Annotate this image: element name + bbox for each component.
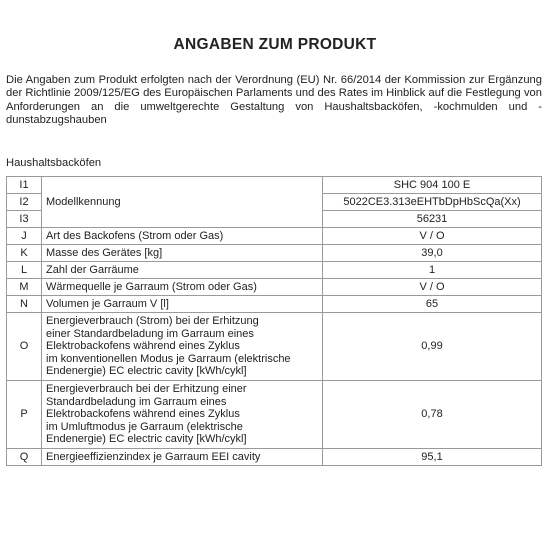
description-line: Elektrobackofens während eines Zyklus [46, 408, 240, 421]
row-value: 65 [323, 296, 542, 313]
row-description [42, 313, 323, 381]
row-description: Energieeffizienzindex je Garraum EEI cavity [42, 448, 323, 465]
description-line: Energieverbrauch bei der Erhitzung einer [46, 382, 247, 395]
row-description: Art des Backofens (Strom oder Gas) [42, 228, 323, 245]
table-row [7, 448, 542, 465]
description-line: Energieverbrauch (Strom) bei der Erhitzung [46, 315, 259, 327]
row-code: I3 [7, 211, 42, 228]
table-row [7, 380, 542, 448]
section-title: Haushaltsbacköfen [6, 157, 102, 169]
description-line: einer Standardbeladung im Garraum eines [46, 327, 254, 340]
row-value: 1 [323, 262, 542, 279]
row-code: I1 [7, 177, 42, 194]
description-line: Standardbeladung im Garraum eines [46, 395, 227, 408]
row-value: 0,78 [323, 380, 542, 448]
row-value: SHC 904 100 E [323, 177, 542, 194]
row-value: 5022CE3.313eEHTbDpHbScQa(Xx) [323, 194, 542, 211]
row-code: N [7, 296, 42, 313]
description-line: im Umluftmodus je Garraum (elektrische [46, 420, 243, 433]
description-line: Endenergie) EC electric cavity [kWh/cykl] [46, 365, 247, 378]
row-code: P [7, 380, 42, 448]
row-code: L [7, 262, 42, 279]
table-row [7, 177, 542, 194]
product-table [6, 176, 542, 466]
table-row [7, 296, 542, 313]
row-value: 39,0 [323, 245, 542, 262]
row-code: Q [7, 448, 42, 465]
table-row [7, 313, 542, 381]
page-title: ANGABEN ZUM PRODUKT [173, 36, 377, 53]
row-description: Modellkennung [42, 177, 323, 228]
row-value: 95,1 [323, 448, 542, 465]
row-description: Volumen je Garraum V [l] [42, 296, 323, 313]
row-code: I2 [7, 194, 42, 211]
row-value: V / O [323, 228, 542, 245]
row-value: 56231 [323, 211, 542, 228]
row-code: M [7, 279, 42, 296]
table-row [7, 279, 542, 296]
row-code: O [7, 313, 42, 381]
row-code: K [7, 245, 42, 262]
description-line: Endenergie) EC electric cavity [kWh/cykl] [46, 433, 247, 446]
table-row [7, 228, 542, 245]
row-value: 0,99 [323, 313, 542, 381]
description-line: im konventionellen Modus je Garraum (elektrische [46, 352, 291, 365]
row-value: V / O [323, 279, 542, 296]
row-code: J [7, 228, 42, 245]
table-row [7, 262, 542, 279]
table-row [7, 245, 542, 262]
description-line: Elektrobackofens während eines Zyklus [46, 340, 240, 353]
row-description: Zahl der Garräume [42, 262, 323, 279]
row-description: Masse des Gerätes [kg] [42, 245, 323, 262]
row-description [42, 380, 323, 448]
row-description: Wärmequelle je Garraum (Strom oder Gas) [42, 279, 323, 296]
intro-paragraph: Die Angaben zum Produkt erfolgten nach der Verordnung (EU) Nr. 66/2014 der Kommission zur Ergänzung der Richtlinie 2009/125/EG des Europäischen Parlaments und des Rates im Hinblick auf die Festlegung von Anforderungen an die umweltgerechte Gestaltung von Haushaltsbacköfen, -kochmulden und -dunstabzugshauben [6, 74, 542, 127]
